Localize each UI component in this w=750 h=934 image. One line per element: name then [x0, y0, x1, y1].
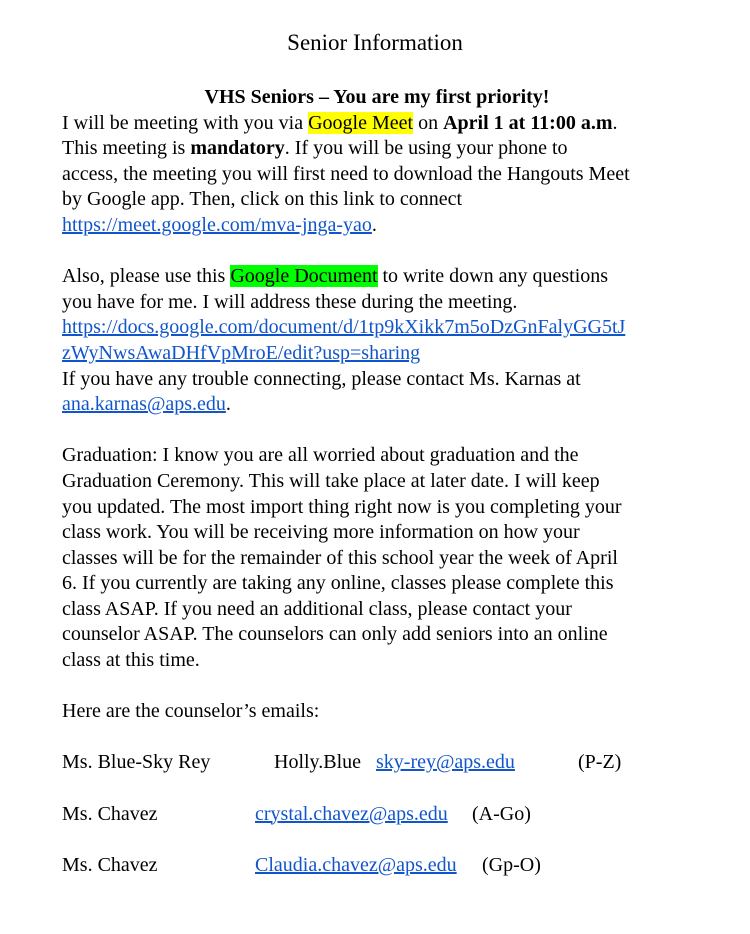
- meeting-link-line: [62, 213, 702, 239]
- questions-text: .: [225, 393, 231, 416]
- heading-text: VHS Seniors – You are my first priority!: [204, 86, 550, 108]
- meet-link[interactable]: https://meet.google.com/mva-jnga-yao: [62, 213, 372, 236]
- counselor-name: Ms. Chavez: [62, 853, 158, 876]
- counselor-row: [62, 802, 702, 828]
- meeting-text: . If you will be using your phone to: [284, 137, 568, 160]
- trouble-line: If you have any trouble connecting, please contact Ms. Karnas at: [62, 367, 581, 390]
- google-document-highlight: Google Document: [230, 265, 378, 288]
- google-meet-highlight: Google Meet: [308, 111, 414, 134]
- graduation-paragraph: [62, 443, 702, 673]
- meeting-text: .: [612, 111, 618, 134]
- graduation-line: class ASAP. If you need an additional class, please contact your: [62, 597, 572, 620]
- counselor-range: (Gp-O): [482, 853, 541, 876]
- counselor-email-link[interactable]: crystal.chavez@aps.edu: [255, 802, 448, 825]
- questions-text: to write down any questions: [377, 265, 609, 288]
- graduation-line: Graduation Ceremony. This will take place at later date. I will keep: [62, 469, 600, 492]
- meeting-line-4: by Google app. Then, click on this link to connect: [62, 188, 463, 211]
- spacer: [62, 827, 702, 853]
- counselor-email-link[interactable]: sky-rey@aps.edu: [376, 751, 515, 774]
- spacer: [62, 776, 702, 802]
- counselor-row: [62, 853, 702, 879]
- doc-link-part-1[interactable]: https://docs.google.com/document/d/1tp9kXikk7m5oDzGnFalyGG5tJ: [62, 316, 626, 339]
- meeting-line-3: access, the meeting you will first need to download the Hangouts Meet: [62, 162, 630, 185]
- counselor-intro: Here are the counselor’s emails:: [62, 700, 320, 723]
- doc-link-line-2: [62, 341, 702, 367]
- counselor-range: (P-Z): [578, 751, 622, 774]
- counselor-name: Ms. Blue-Sky Rey: [62, 751, 211, 774]
- graduation-line: Graduation: I know you are all worried about graduation and the: [62, 444, 579, 467]
- page-title: Senior Information: [287, 30, 463, 55]
- meeting-text: on: [413, 111, 444, 134]
- questions-line-1: [62, 264, 702, 290]
- graduation-line: 6. If you currently are taking any online, classes please complete this: [62, 572, 614, 595]
- meeting-text: I will be meeting with you via: [62, 111, 309, 134]
- meeting-line-2: [62, 136, 702, 162]
- counselor-alias: Holly.Blue: [274, 751, 362, 774]
- meeting-date-time: April 1 at 11:00 a.m: [443, 111, 613, 134]
- meeting-text: This meeting is: [62, 137, 191, 160]
- graduation-line: class at this time.: [62, 649, 200, 672]
- spacer: [62, 239, 702, 265]
- spacer: [62, 725, 702, 751]
- questions-text: Also, please use this: [62, 265, 231, 288]
- doc-link-line-1: [62, 315, 702, 341]
- mandatory-text: mandatory: [190, 137, 285, 160]
- karnas-email-line: [62, 392, 702, 418]
- graduation-line: class work. You will be receiving more information on how your: [62, 521, 580, 544]
- counselor-email-link[interactable]: Claudia.chavez@aps.edu: [255, 853, 457, 876]
- graduation-line: classes will be for the remainder of this school year the week of April: [62, 546, 618, 569]
- document-body: [62, 85, 702, 878]
- doc-link-part-2[interactable]: zWyNwsAwaDHfVpMroE/edit?usp=sharing: [62, 341, 421, 364]
- karnas-email-link[interactable]: ana.karnas@aps.edu: [62, 393, 226, 416]
- counselor-range: (A-Go): [472, 802, 531, 825]
- counselor-name: Ms. Chavez: [62, 802, 158, 825]
- graduation-line: counselor ASAP. The counselors can only add seniors into an online: [62, 623, 608, 646]
- heading: [62, 85, 702, 111]
- spacer: [62, 418, 702, 444]
- spacer: [62, 674, 702, 700]
- counselor-row: [62, 750, 702, 776]
- meeting-line-1: [62, 111, 702, 137]
- questions-line-2: you have for me. I will address these during the meeting.: [62, 290, 518, 313]
- meeting-text: .: [371, 213, 377, 236]
- graduation-line: you updated. The most import thing right now is you completing your: [62, 495, 622, 518]
